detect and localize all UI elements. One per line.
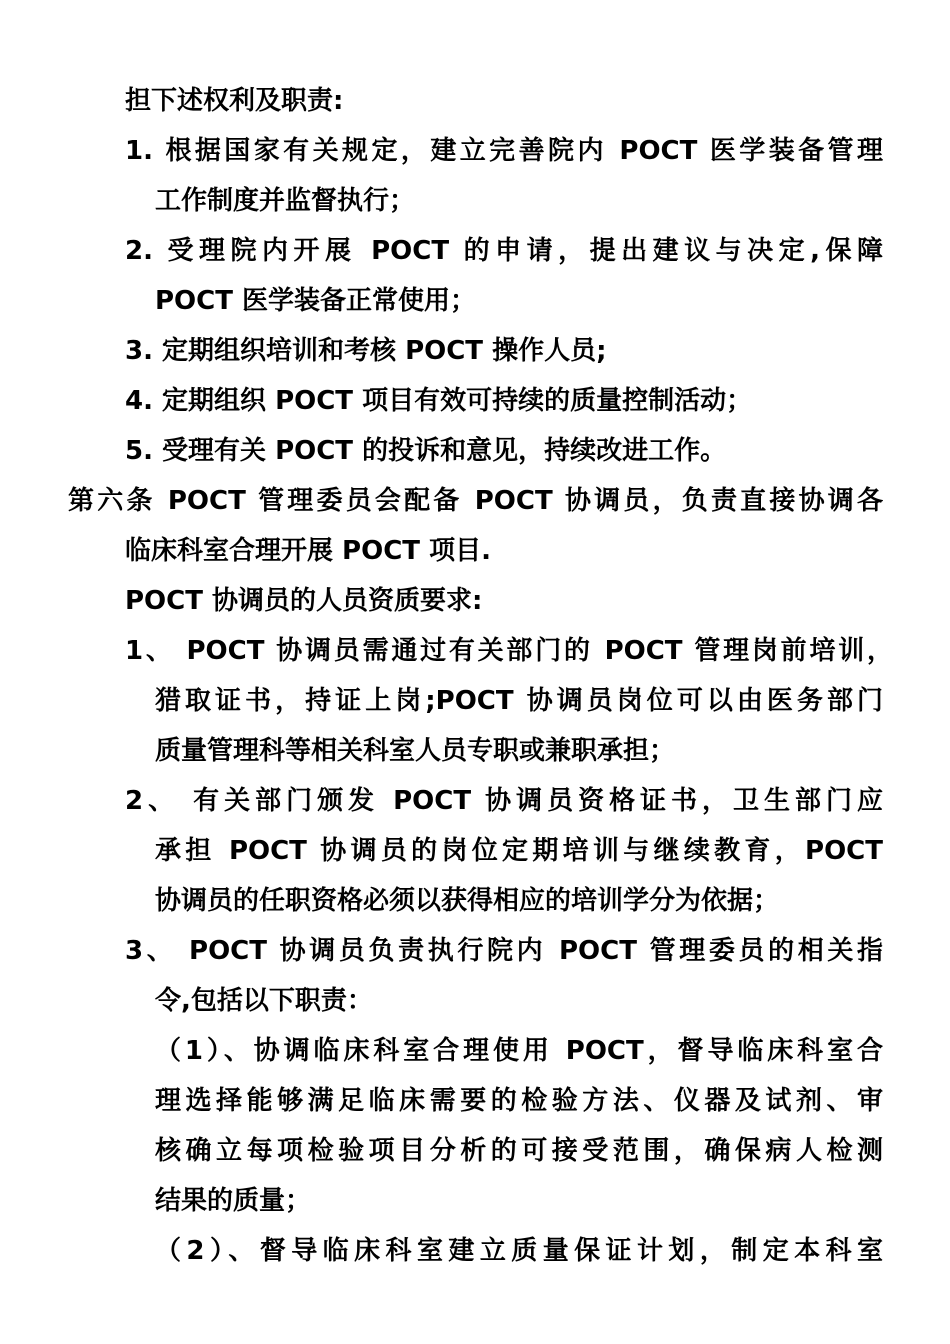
text-line: 质量管理科等相关科室人员专职或兼职承担；: [155, 736, 676, 766]
text-line: 理选择能够满足临床需要的检验方法、仪器及试剂、审: [155, 1086, 883, 1116]
text-line: 结果的质量；: [155, 1186, 312, 1216]
text-line: 3、 POCT 协调员负责执行院内 POCT 管理委员的相关指: [125, 936, 883, 966]
text-line: 担下述权利及职责:: [125, 86, 344, 116]
text-line: 3. 定期组织培训和考核 POCT 操作人员;: [125, 336, 607, 366]
text-line: 猎取证书，持证上岗;POCT 协调员岗位可以由医务部门: [155, 686, 883, 716]
text-line: 核确立每项检验项目分析的可接受范围，确保病人检测: [155, 1136, 883, 1166]
text-line: 4. 定期组织 POCT 项目有效可持续的质量控制活动；: [125, 386, 753, 416]
text-line: POCT 协调员的人员资质要求:: [125, 586, 483, 616]
text-line: 1. 根据国家有关规定，建立完善院内 POCT 医学装备管理: [125, 136, 883, 166]
text-line: 工作制度并监督执行；: [155, 186, 416, 216]
text-line: （1）、协调临床科室合理使用 POCT，督导临床科室合: [155, 1036, 883, 1066]
text-line: POCT 医学装备正常使用；: [155, 286, 477, 316]
section-heading-line: 第六条 POCT 管理委员会配备 POCT 协调员，负责直接协调各: [68, 486, 883, 516]
text-line: （2）、督导临床科室建立质量保证计划，制定本科室: [155, 1236, 883, 1266]
text-line: 1、 POCT 协调员需通过有关部门的 POCT 管理岗前培训，: [125, 636, 893, 666]
text-line: 2. 受理院内开展 POCT 的申请，提出建议与决定,保障: [125, 236, 883, 266]
text-line: 协调员的任职资格必须以获得相应的培训学分为依据；: [155, 886, 780, 916]
text-line: 5. 受理有关 POCT 的投诉和意见，持续改进工作。: [125, 436, 727, 466]
text-line: 2、 有关部门颁发 POCT 协调员资格证书，卫生部门应: [125, 786, 883, 816]
text-line: 令,包括以下职责：: [155, 986, 373, 1016]
text-line: 临床科室合理开展 POCT 项目.: [125, 536, 491, 566]
text-line: 承担 POCT 协调员的岗位定期培训与继续教育，POCT: [155, 836, 883, 866]
